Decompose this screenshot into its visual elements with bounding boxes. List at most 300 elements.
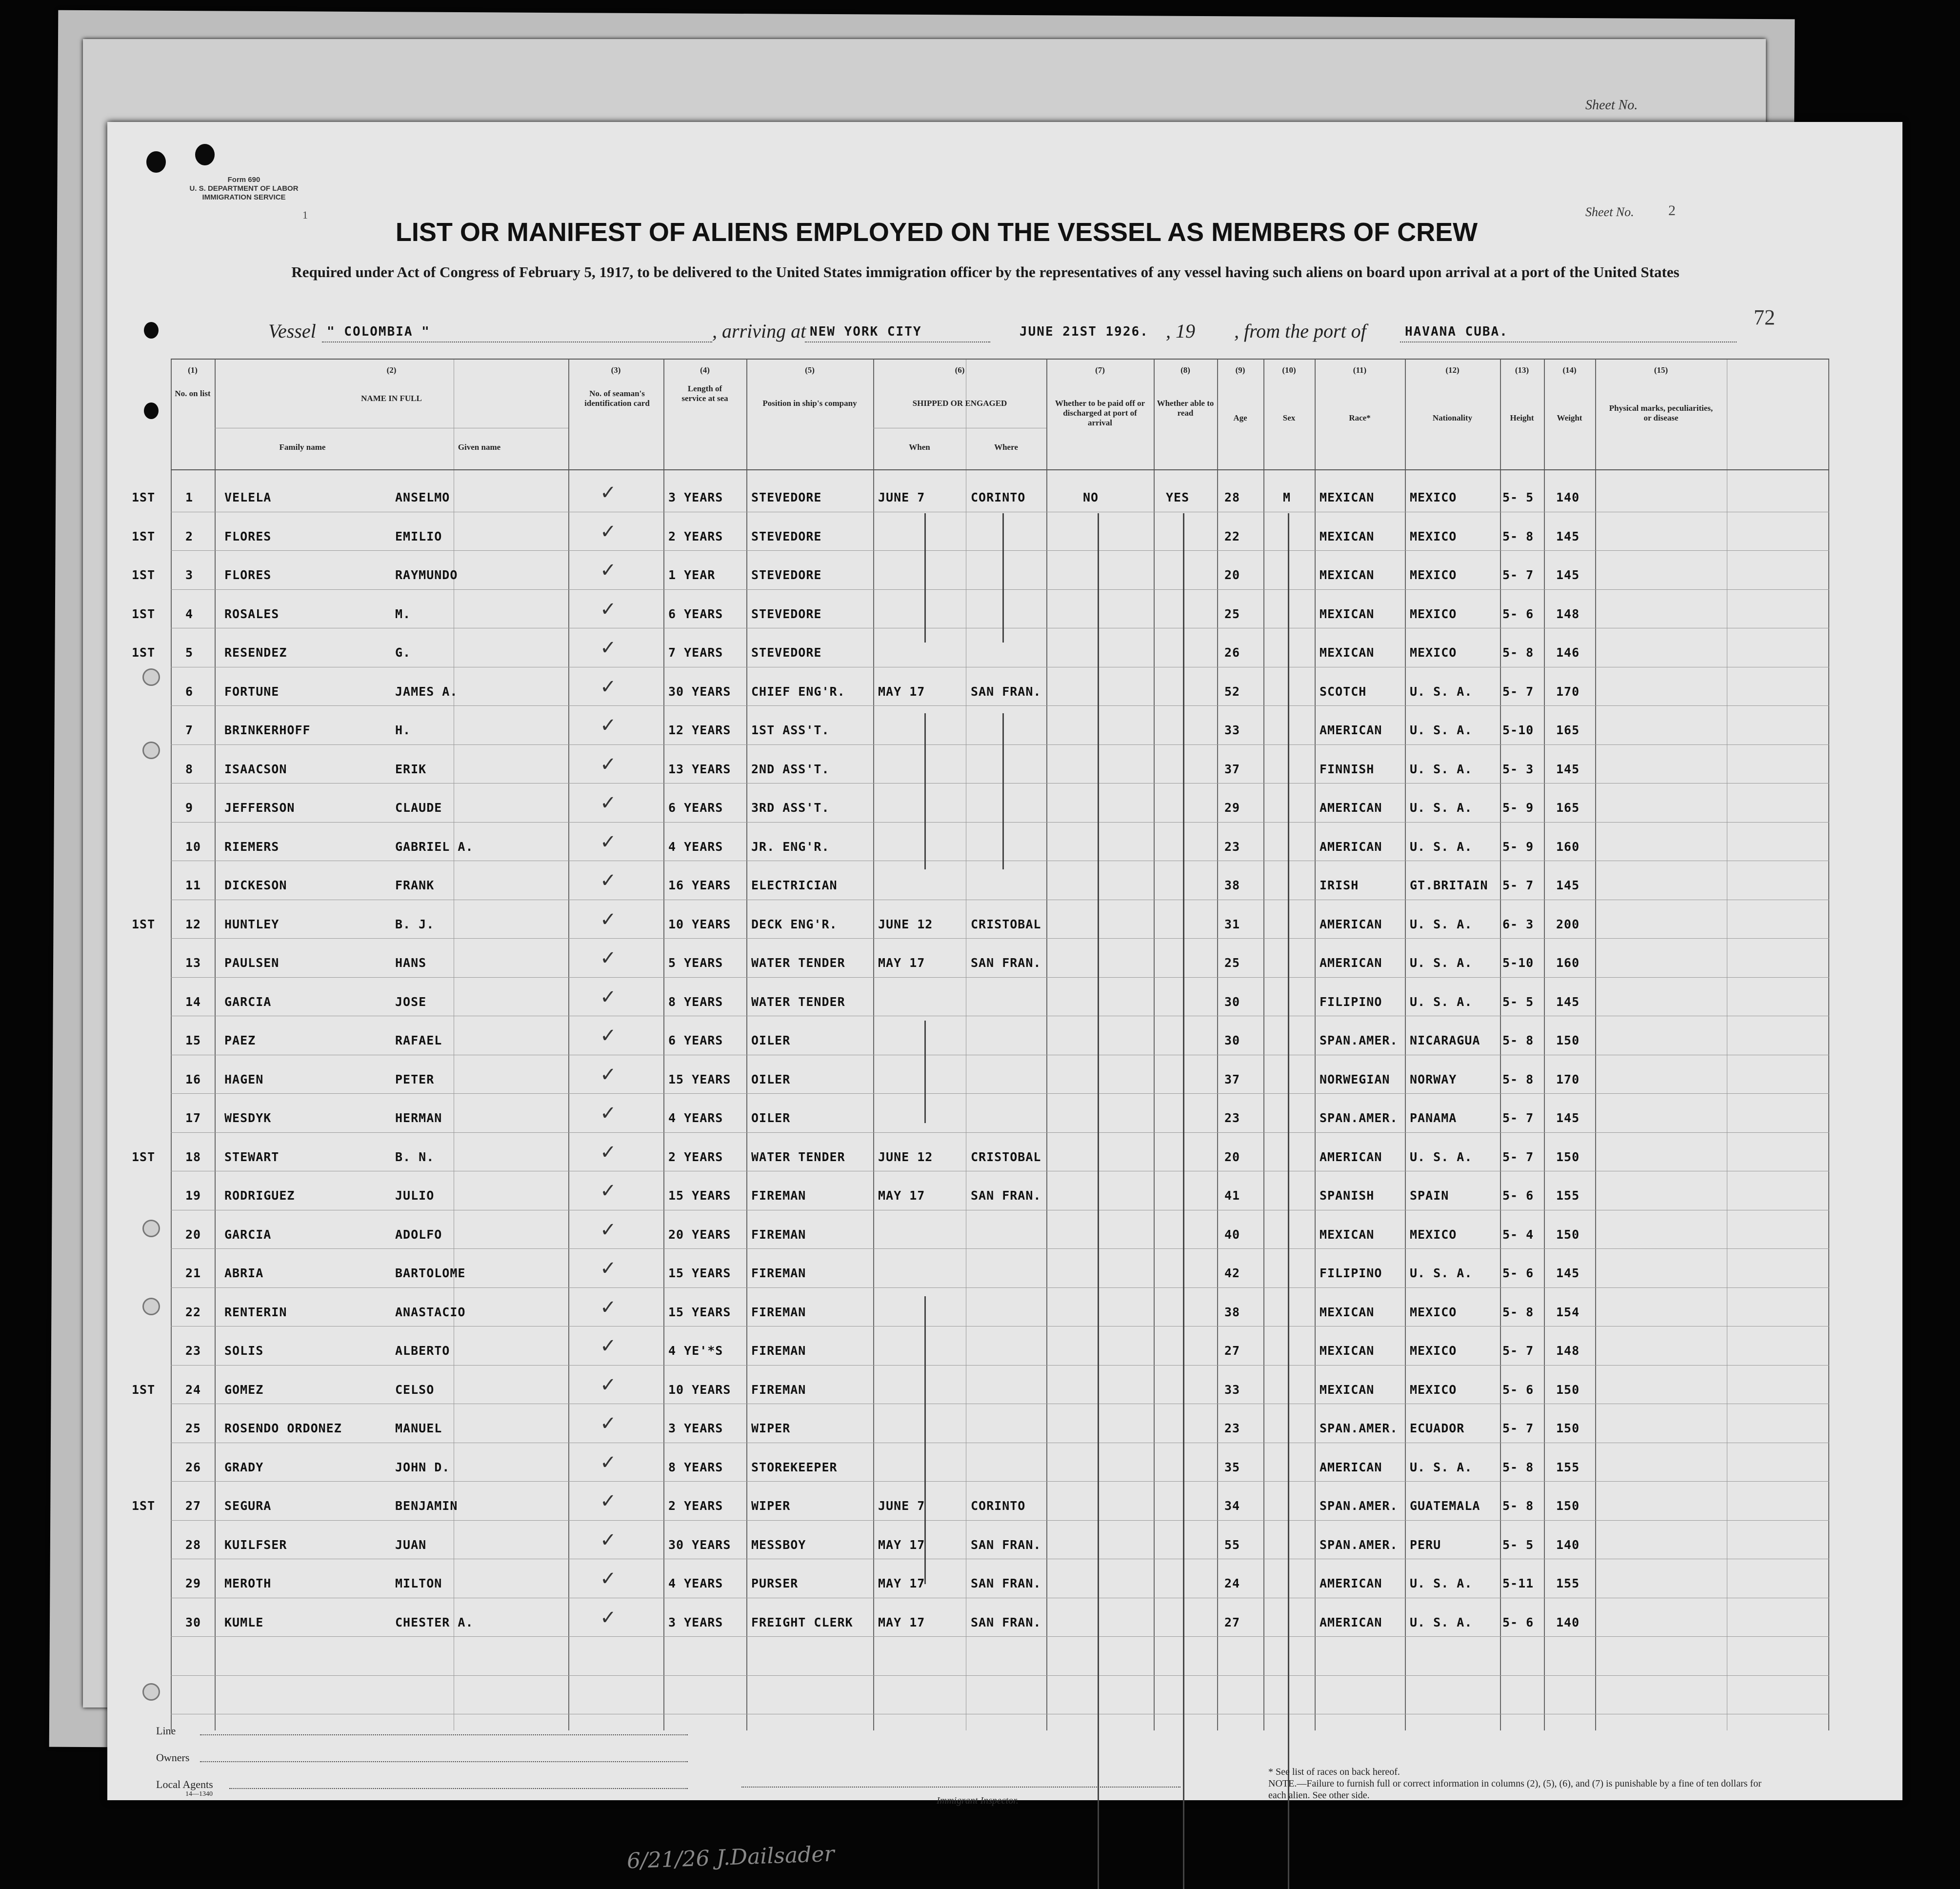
from-port-label: , from the port of [1234,320,1366,342]
cell-age: 42 [1224,1266,1240,1280]
cell-race: MEXICAN [1320,568,1375,582]
cell-weight: 200 [1556,917,1580,931]
cell-nationality: GT.BRITAIN [1410,878,1488,892]
col-when: When [909,442,930,452]
ditto-mark [1098,513,1099,1889]
cell-mark: 1ST [132,529,156,543]
cell-no: 23 [185,1344,201,1358]
cell-given: G. [395,645,411,660]
cell-position: FIREMAN [751,1227,806,1242]
check-mark-icon: ✓ [600,1025,617,1047]
cell-position: STEVEDORE [751,568,822,582]
cell-no: 13 [185,956,201,970]
cell-no: 9 [185,801,194,815]
cell-given: CHESTER A. [395,1615,474,1629]
cell-service: 4 YEARS [668,1111,723,1125]
cell-weight: 155 [1556,1460,1580,1474]
cell-position: OILER [751,1072,791,1086]
col-where: Where [994,442,1018,452]
cell-height: 5-10 [1502,956,1534,970]
cell-no: 12 [185,917,201,931]
col-num-11: (11) [1353,365,1367,375]
col-shipped-engaged: SHIPPED OR ENGAGED [912,399,1007,408]
cell-race: AMERICAN [1320,839,1382,854]
col-num-9: (9) [1235,365,1245,375]
cell-when: JUNE 7 [878,1499,925,1513]
cell-when: MAY 17 [878,1615,925,1629]
cell-weight: 145 [1556,994,1580,1009]
col-num-13: (13) [1515,365,1529,375]
cell-no: 24 [185,1382,201,1397]
cell-no: 14 [185,994,201,1009]
cell-given: ALBERTO [395,1344,450,1358]
cell-given: PETER [395,1072,435,1086]
punch-hole [146,151,166,173]
cell-height: 5- 8 [1502,1460,1534,1474]
cell-service: 10 YEARS [668,1382,731,1397]
check-mark-icon: ✓ [600,1218,617,1241]
cell-no: 3 [185,568,194,582]
cell-age: 29 [1224,801,1240,815]
col-num-4: (4) [700,365,710,375]
footer-agents-label: Local Agents [156,1778,213,1790]
cell-no: 18 [185,1149,201,1164]
col-no-on-list: No. on list [175,389,211,398]
cell-given: FRANK [395,878,435,892]
cell-when: MAY 17 [878,1576,925,1590]
ring-hole [142,1220,160,1237]
row-rule [171,822,1829,823]
cell-nationality: MEXICO [1410,606,1457,621]
cell-race: AMERICAN [1320,1149,1382,1164]
cell-race: MEXICAN [1320,1344,1375,1358]
col-num-5: (5) [805,365,815,375]
cell-race: MEXICAN [1320,1227,1375,1242]
ditto-mark [924,1296,926,1584]
cell-where: SAN FRAN. [971,684,1041,699]
cell-family: KUMLE [224,1615,264,1629]
cell-weight: 140 [1556,490,1580,504]
cell-race: SPAN.AMER. [1320,1421,1398,1435]
cell-family: MEROTH [224,1576,272,1590]
cell-age: 55 [1224,1537,1240,1552]
ring-hole [142,1298,160,1315]
cell-when: MAY 17 [878,1537,925,1552]
cell-position: DECK ENG'R. [751,917,838,931]
cell-given: EMILIO [395,529,442,543]
cell-mark: 1ST [132,1149,156,1164]
cell-race: AMERICAN [1320,1576,1382,1590]
check-mark-icon: ✓ [600,792,617,814]
col-num-10: (10) [1282,365,1296,375]
cell-service: 3 YEARS [668,1615,723,1629]
cell-race: AMERICAN [1320,917,1382,931]
cell-position: WIPER [751,1499,791,1513]
cell-height: 5- 7 [1502,1421,1534,1435]
cell-height: 5- 6 [1502,606,1534,621]
cell-age: 31 [1224,917,1240,931]
cell-height: 5- 3 [1502,762,1534,776]
cell-age: 34 [1224,1499,1240,1513]
cell-nationality: MEXICO [1410,1227,1457,1242]
check-mark-icon: ✓ [600,598,617,621]
inspector-signature: 6/21/26 J.Dailsader [626,1841,835,1874]
pencil-mark: 1 [302,209,308,221]
cell-height: 5- 8 [1502,645,1534,660]
cell-position: FIREMAN [751,1266,806,1280]
cell-position: PURSER [751,1576,799,1590]
footer-owners-label: Owners [156,1751,190,1764]
cell-family: KUILFSER [224,1537,287,1552]
cell-weight: 150 [1556,1382,1580,1397]
cell-family: BRINKERHOFF [224,723,311,737]
col-age: Age [1233,413,1247,422]
cell-race: SPAN.AMER. [1320,1499,1398,1513]
cell-position: STEVEDORE [751,606,822,621]
cell-service: 30 YEARS [668,684,731,699]
cell-height: 5- 6 [1502,1615,1534,1629]
cell-position: 1ST ASS'T. [751,723,830,737]
cell-position: FIREMAN [751,1188,806,1203]
cell-where: CORINTO [971,1499,1026,1513]
cell-service: 4 YE'*S [668,1344,723,1358]
cell-age: 38 [1224,878,1240,892]
cell-family: GARCIA [224,1227,272,1242]
cell-service: 6 YEARS [668,801,723,815]
cell-where: SAN FRAN. [971,1615,1041,1629]
row-rule [171,938,1829,939]
cell-no: 28 [185,1537,201,1552]
cell-nationality: NORWAY [1410,1072,1457,1086]
cell-height: 5- 7 [1502,1344,1534,1358]
cell-age: 35 [1224,1460,1240,1474]
cell-position: WATER TENDER [751,1149,845,1164]
cell-service: 5 YEARS [668,956,723,970]
cell-age: 20 [1224,568,1240,582]
cell-race: MEXICAN [1320,1382,1375,1397]
cell-given: JOHN D. [395,1460,450,1474]
cell-age: 38 [1224,1305,1240,1319]
cell-given: ANSELMO [395,490,450,504]
cell-given: B. N. [395,1149,435,1164]
cell-service: 4 YEARS [668,839,723,854]
cell-when: MAY 17 [878,1188,925,1203]
immigrant-inspector-label: Immigrant Inspector. [937,1795,1019,1806]
cell-race: MEXICAN [1320,490,1375,504]
cell-weight: 148 [1556,1344,1580,1358]
cell-no: 7 [185,723,194,737]
cell-family: ROSENDO ORDONEZ [224,1421,342,1435]
cell-sex: M [1283,490,1291,504]
cell-position: STEVEDORE [751,645,822,660]
cell-weight: 140 [1556,1537,1580,1552]
cell-position: STEVEDORE [751,529,822,543]
cell-no: 17 [185,1111,201,1125]
cell-no: 1 [185,490,194,504]
cell-height: 6- 3 [1502,917,1534,931]
cell-family: FLORES [224,529,272,543]
check-mark-icon: ✓ [600,753,617,776]
cell-height: 5- 4 [1502,1227,1534,1242]
cell-family: RESENDEZ [224,645,287,660]
cell-service: 8 YEARS [668,994,723,1009]
col-physical-marks: Physical marks, peculiarities, or disease [1609,403,1713,422]
sheet-number-label: Sheet No. [1585,205,1634,219]
cell-service: 15 YEARS [668,1188,731,1203]
cell-given: JUAN [395,1537,427,1552]
cell-position: WATER TENDER [751,994,845,1009]
check-mark-icon: ✓ [600,908,617,931]
cell-no: 27 [185,1499,201,1513]
check-mark-icon: ✓ [600,1451,617,1474]
cell-age: 33 [1224,723,1240,737]
cell-nationality: PERU [1410,1537,1441,1552]
cell-mark: 1ST [132,645,156,660]
cell-when: JUNE 12 [878,917,933,931]
cell-paid: NO [1083,490,1099,504]
cell-no: 5 [185,645,194,660]
cell-service: 20 YEARS [668,1227,731,1242]
cell-age: 30 [1224,994,1240,1009]
cell-given: JAMES A. [395,684,458,699]
cell-given: JULIO [395,1188,435,1203]
row-rule [171,977,1829,978]
cell-nationality: U. S. A. [1410,956,1473,970]
col-sex: Sex [1282,413,1296,422]
row-rule [171,550,1829,551]
cell-nationality: U. S. A. [1410,1576,1473,1590]
check-mark-icon: ✓ [600,1606,617,1629]
col-num-2: (2) [386,365,397,375]
cell-family: VELELA [224,490,272,504]
cell-age: 27 [1224,1344,1240,1358]
cell-service: 13 YEARS [668,762,731,776]
cell-height: 5- 7 [1502,878,1534,892]
cell-weight: 145 [1556,878,1580,892]
row-rule [171,1287,1829,1288]
footer-agents-code: 14—1340 [185,1790,213,1798]
cell-service: 15 YEARS [668,1305,731,1319]
cell-service: 30 YEARS [668,1537,731,1552]
vessel-label: Vessel [268,320,316,342]
cell-height: 5- 6 [1502,1382,1534,1397]
service-name: IMMIGRATION SERVICE [202,193,286,201]
cell-family: DICKESON [224,878,287,892]
row-rule [171,1093,1829,1094]
check-mark-icon: ✓ [600,714,617,737]
cell-weight: 146 [1556,645,1580,660]
cell-service: 2 YEARS [668,529,723,543]
cell-weight: 170 [1556,1072,1580,1086]
cell-height: 5- 9 [1502,839,1534,854]
cell-race: SPAN.AMER. [1320,1537,1398,1552]
cell-given: B. J. [395,917,435,931]
col-height: Height [1510,413,1534,422]
cell-where: SAN FRAN. [971,1537,1041,1552]
cell-age: 37 [1224,1072,1240,1086]
cell-family: GOMEZ [224,1382,264,1397]
cell-weight: 150 [1556,1033,1580,1047]
cell-service: 15 YEARS [668,1266,731,1280]
punch-hole [144,322,159,339]
cell-family: FLORES [224,568,272,582]
cell-family: PAULSEN [224,956,280,970]
row-rule [171,783,1829,784]
cell-nationality: MEXICO [1410,1305,1457,1319]
cell-family: HAGEN [224,1072,264,1086]
cell-no: 25 [185,1421,201,1435]
cell-position: 3RD ASS'T. [751,801,830,815]
cell-weight: 150 [1556,1421,1580,1435]
cell-given: JOSE [395,994,427,1009]
cell-position: WATER TENDER [751,956,845,970]
cell-nationality: U. S. A. [1410,917,1473,931]
cell-age: 28 [1224,490,1240,504]
cell-given: CELSO [395,1382,435,1397]
check-mark-icon: ✓ [600,1180,617,1202]
page-title: LIST OR MANIFEST OF ALIENS EMPLOYED ON THE VESSEL AS MEMBERS OF CREW [395,218,1478,247]
col-given-name: Given name [458,442,501,452]
cell-given: HERMAN [395,1111,442,1125]
col-name-in-full: NAME IN FULL [361,394,422,403]
cell-when: MAY 17 [878,956,925,970]
cell-position: FIREMAN [751,1382,806,1397]
row-rule [171,1636,1829,1637]
check-mark-icon: ✓ [600,830,617,853]
cell-weight: 145 [1556,1266,1580,1280]
check-mark-icon: ✓ [600,559,617,582]
cell-nationality: U. S. A. [1410,994,1473,1009]
row-rule [171,1365,1829,1366]
ditto-mark [1183,513,1184,1889]
cell-given: RAFAEL [395,1033,442,1047]
cell-given: ADOLFO [395,1227,442,1242]
ring-hole [142,668,160,686]
cell-weight: 165 [1556,723,1580,737]
vessel-name: " COLOMBIA " [327,324,430,339]
cell-height: 5- 5 [1502,1537,1534,1552]
cell-height: 5- 8 [1502,1305,1534,1319]
row-rule [171,589,1829,590]
row-rule [171,1481,1829,1482]
row-rule [171,1132,1829,1133]
cell-given: CLAUDE [395,801,442,815]
cell-height: 5- 5 [1502,994,1534,1009]
cell-no: 26 [185,1460,201,1474]
row-rule [171,744,1829,745]
cell-height: 5- 7 [1502,1149,1534,1164]
col-num-12: (12) [1445,365,1460,375]
cell-service: 1 YEAR [668,568,716,582]
cell-age: 33 [1224,1382,1240,1397]
cell-age: 30 [1224,1033,1240,1047]
cell-where: CORINTO [971,490,1026,504]
cell-mark: 1ST [132,490,156,504]
cell-service: 10 YEARS [668,917,731,931]
cell-family: SEGURA [224,1499,272,1513]
cell-race: AMERICAN [1320,1615,1382,1629]
cell-given: GABRIEL A. [395,839,474,854]
row-rule [171,1248,1829,1249]
cell-nationality: U. S. A. [1410,1149,1473,1164]
cell-race: MEXICAN [1320,1305,1375,1319]
penalty-note: NOTE.—Failure to furnish full or correct information in columns (2), (5), (6), and (7) is punishable by a fine of ten dollars for each alien. See other side. [1268,1778,1761,1801]
check-mark-icon: ✓ [600,1102,617,1125]
page-number: 72 [1754,305,1775,329]
cell-age: 52 [1224,684,1240,699]
cell-race: AMERICAN [1320,956,1382,970]
cell-family: WESDYK [224,1111,272,1125]
form-identifier [171,176,317,202]
cell-weight: 160 [1556,839,1580,854]
cell-no: 2 [185,529,194,543]
cell-nationality: MEXICO [1410,568,1457,582]
cell-family: SOLIS [224,1344,264,1358]
punch-hole [195,144,215,165]
cell-race: MEXICAN [1320,606,1375,621]
check-mark-icon: ✓ [600,869,617,892]
cell-service: 15 YEARS [668,1072,731,1086]
footer-notes [1268,1766,1780,1801]
cell-nationality: U. S. A. [1410,801,1473,815]
cell-age: 37 [1224,762,1240,776]
cell-service: 12 YEARS [668,723,731,737]
cell-service: 6 YEARS [668,606,723,621]
check-mark-icon: ✓ [600,1490,617,1512]
cell-family: RENTERIN [224,1305,287,1319]
cell-height: 5- 7 [1502,568,1534,582]
check-mark-icon: ✓ [600,1257,617,1280]
cell-position: 2ND ASS'T. [751,762,830,776]
col-num-8: (8) [1180,365,1190,375]
cell-race: AMERICAN [1320,1460,1382,1474]
cell-height: 5- 6 [1502,1266,1534,1280]
cell-weight: 148 [1556,606,1580,621]
cell-family: RIEMERS [224,839,280,854]
cell-race: AMERICAN [1320,723,1382,737]
cell-position: STOREKEEPER [751,1460,838,1474]
check-mark-icon: ✓ [600,1296,617,1319]
col-num-1: (1) [188,365,198,375]
cell-no: 8 [185,762,194,776]
cell-weight: 154 [1556,1305,1580,1319]
cell-family: JEFFERSON [224,801,295,815]
col-length-service: Length of service at sea [681,384,728,403]
cell-weight: 155 [1556,1576,1580,1590]
cell-nationality: GUATEMALA [1410,1499,1480,1513]
cell-when: JUNE 7 [878,490,925,504]
cell-when: MAY 17 [878,684,925,699]
cell-nationality: U. S. A. [1410,762,1473,776]
cell-nationality: U. S. A. [1410,1266,1473,1280]
cell-weight: 145 [1556,568,1580,582]
cell-nationality: ECUADOR [1410,1421,1465,1435]
arriving-label: , arriving at [712,320,806,342]
cell-nationality: NICARAGUA [1410,1033,1480,1047]
cell-given: MILTON [395,1576,442,1590]
cell-mark: 1ST [132,606,156,621]
cell-age: 22 [1224,529,1240,543]
check-mark-icon: ✓ [600,1373,617,1396]
cell-given: ANASTACIO [395,1305,466,1319]
cell-mark: 1ST [132,568,156,582]
cell-position: STEVEDORE [751,490,822,504]
check-mark-icon: ✓ [600,482,617,504]
cell-given: H. [395,723,411,737]
department-name: U. S. DEPARTMENT OF LABOR [189,184,299,193]
cell-nationality: U. S. A. [1410,839,1473,854]
ditto-mark [924,513,926,643]
